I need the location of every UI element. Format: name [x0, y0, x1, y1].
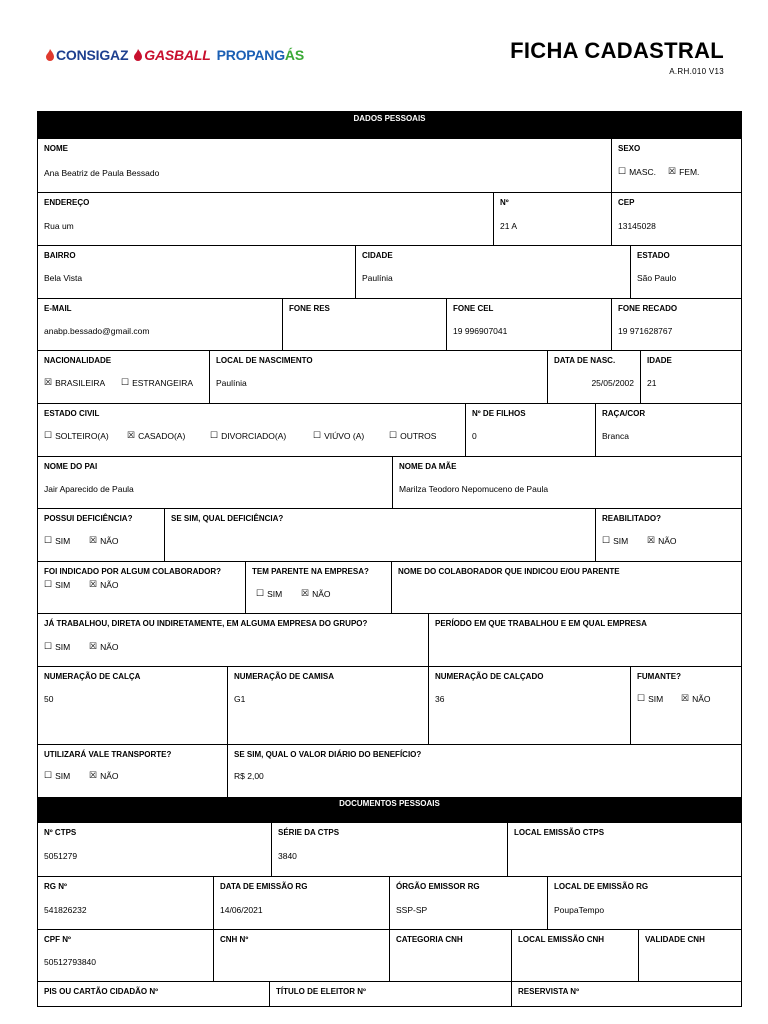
brand-logos: [46, 44, 304, 66]
field-camisa[interactable]: NUMERAÇÃO DE CAMISA G1: [227, 666, 428, 744]
field-endereco[interactable]: ENDEREÇO Rua um: [38, 192, 493, 245]
form-code: A.RH.010 V13: [669, 67, 724, 76]
checkbox-viuvo[interactable]: ☐ VIÚVO (A): [313, 430, 365, 441]
field-email[interactable]: E-MAIL anabp.bessado@gmail.com: [38, 298, 282, 350]
field-fone-cel[interactable]: FONE CEL 19 996907041: [446, 298, 611, 350]
field-ja-trabalhou: JÁ TRABALHOU, DIRETA OU INDIRETAMENTE, EM ALGUMA EMPRESA DO GRUPO? ☐ SIM ☒ NÃO: [38, 613, 428, 666]
checkbox-solteiro[interactable]: ☐ SOLTEIRO(A): [44, 430, 109, 441]
checkbox-sexo-fem[interactable]: ☒ FEM.: [668, 166, 700, 177]
checkbox-fumante-nao[interactable]: ☒ NÃO: [681, 693, 711, 704]
field-indicado: FOI INDICADO POR ALGUM COLABORADOR? ☐ SIM ☒ NÃO: [38, 561, 245, 613]
field-ctps[interactable]: Nº CTPS 5051279: [44, 828, 78, 861]
checkbox-brasileira[interactable]: ☒ BRASILEIRA: [44, 377, 106, 388]
field-local-emissao-ctps[interactable]: LOCAL EMISSÃO CTPS: [507, 823, 741, 876]
page-title: FICHA CADASTRAL: [510, 38, 724, 63]
propangas-logo: [217, 47, 304, 63]
section-header-dados-pessoais: DADOS PESSOAIS: [38, 112, 741, 139]
brand-propangas: PROPANGÁS: [216, 47, 304, 63]
field-fone-recado[interactable]: FONE RECADO 19 971628767: [611, 298, 741, 350]
field-filhos[interactable]: Nº DE FILHOS 0: [465, 403, 595, 456]
field-parente: TEM PARENTE NA EMPRESA? ☐ SIM ☒ NÃO: [245, 561, 391, 613]
field-data-nasc[interactable]: DATA DE NASC. 25/05/2002: [547, 350, 640, 403]
consigaz-logo: [46, 47, 128, 63]
registration-form: [37, 111, 742, 1007]
field-serie-ctps[interactable]: SÉRIE DA CTPS 3840: [271, 823, 507, 876]
checkbox-vt-sim[interactable]: ☐ SIM: [44, 770, 71, 781]
field-nome-colaborador[interactable]: NOME DO COLABORADOR QUE INDICOU E/OU PARENTE: [391, 561, 741, 613]
field-fumante: FUMANTE? ☐ SIM ☒ NÃO: [630, 666, 741, 744]
field-sexo: SEXO ☐ MASC. ☒ FEM.: [611, 139, 741, 192]
checkbox-parente-sim[interactable]: ☐ SIM: [256, 588, 283, 599]
field-cep[interactable]: CEP 13145028: [611, 192, 741, 245]
checkbox-vt-nao[interactable]: ☒ NÃO: [89, 770, 119, 781]
field-cnh[interactable]: CNH Nº: [213, 929, 389, 981]
field-nome-mae[interactable]: NOME DA MÃE Marilza Teodoro Nepomuceno de Paula: [392, 456, 741, 508]
field-rg[interactable]: RG Nº 541826232: [38, 876, 213, 929]
field-bairro[interactable]: BAIRRO Bela Vista: [38, 245, 355, 298]
field-deficiencia: POSSUI DEFICIÊNCIA? ☐ SIM ☒ NÃO: [38, 508, 164, 561]
checkbox-indicado-nao[interactable]: ☒ NÃO: [89, 579, 119, 590]
field-estado-civil: ESTADO CIVIL ☐ SOLTEIRO(A) ☒ CASADO(A) ☐ DIVORCIADO(A) ☐ VIÚVO (A) ☐ OUTROS: [38, 403, 465, 456]
checkbox-parente-nao[interactable]: ☒ NÃO: [301, 588, 331, 599]
checkbox-reabilitado-nao[interactable]: ☒ NÃO: [647, 535, 677, 546]
field-vale-transporte: UTILIZARÁ VALE TRANSPORTE? ☐ SIM ☒ NÃO: [38, 744, 227, 797]
checkbox-casado[interactable]: ☒ CASADO(A): [127, 430, 186, 441]
field-nome[interactable]: NOME Ana Beatriz de Paula Bessado: [44, 144, 160, 178]
field-nacionalidade: NACIONALIDADE ☒ BRASILEIRA ☐ ESTRANGEIRA: [38, 350, 209, 403]
field-local-emissao-cnh[interactable]: LOCAL EMISSÃO CNH: [511, 929, 638, 981]
field-pis[interactable]: PIS OU CARTÃO CIDADÃO Nº: [38, 981, 269, 1006]
field-estado[interactable]: ESTADO São Paulo: [630, 245, 741, 298]
field-valor-diario[interactable]: SE SIM, QUAL O VALOR DIÁRIO DO BENEFÍCIO? R$ 2,00: [227, 744, 741, 797]
checkbox-sexo-masc[interactable]: ☐ MASC.: [618, 166, 656, 177]
field-cidade[interactable]: CIDADE Paulínia: [355, 245, 630, 298]
field-reabilitado: REABILITADO? ☐ SIM ☒ NÃO: [595, 508, 741, 561]
brand-gasball: GASBALL: [144, 47, 211, 63]
flame-icon: [46, 49, 54, 61]
field-local-emissao-rg[interactable]: LOCAL DE EMISSÃO RG PoupaTempo: [547, 876, 741, 929]
checkbox-deficiencia-sim[interactable]: ☐ SIM: [44, 535, 71, 546]
field-raca[interactable]: RAÇA/COR Branca: [595, 403, 741, 456]
field-cpf[interactable]: CPF Nº 50512793840: [38, 929, 213, 981]
field-nome-pai[interactable]: NOME DO PAI Jair Aparecido de Paula: [38, 456, 392, 508]
brand-consigaz: CONSIGAZ: [56, 47, 129, 63]
checkbox-ja-trabalhou-nao[interactable]: ☒ NÃO: [89, 641, 119, 652]
field-titulo-eleitor[interactable]: TÍTULO DE ELEITOR Nº: [269, 981, 511, 1006]
field-fone-res[interactable]: FONE RES: [282, 298, 446, 350]
checkbox-deficiencia-nao[interactable]: ☒ NÃO: [89, 535, 119, 546]
field-validade-cnh[interactable]: VALIDADE CNH: [638, 929, 741, 981]
field-categoria-cnh[interactable]: CATEGORIA CNH: [389, 929, 511, 981]
checkbox-ja-trabalhou-sim[interactable]: ☐ SIM: [44, 641, 71, 652]
gasball-logo: [134, 47, 210, 63]
field-idade[interactable]: IDADE 21: [640, 350, 741, 403]
field-data-emissao-rg[interactable]: DATA DE EMISSÃO RG 14/06/2021: [213, 876, 389, 929]
field-local-nascimento[interactable]: LOCAL DE NASCIMENTO Paulínia: [209, 350, 547, 403]
checkbox-fumante-sim[interactable]: ☐ SIM: [637, 693, 664, 704]
field-periodo[interactable]: PERÍODO EM QUE TRABALHOU E EM QUAL EMPRESA: [428, 613, 741, 666]
field-calcado[interactable]: NUMERAÇÃO DE CALÇADO 36: [428, 666, 630, 744]
flame-icon: [134, 49, 142, 61]
checkbox-estrangeira[interactable]: ☐ ESTRANGEIRA: [121, 377, 194, 388]
field-orgao-emissor[interactable]: ÓRGÃO EMISSOR RG SSP-SP: [389, 876, 547, 929]
checkbox-reabilitado-sim[interactable]: ☐ SIM: [602, 535, 629, 546]
section-header-documentos: DOCUMENTOS PESSOAIS: [38, 797, 741, 823]
field-calca[interactable]: NUMERAÇÃO DE CALÇA 50: [38, 666, 227, 744]
field-numero[interactable]: Nº 21 A: [493, 192, 611, 245]
checkbox-outros[interactable]: ☐ OUTROS: [389, 430, 437, 441]
field-reservista[interactable]: RESERVISTA Nº: [511, 981, 741, 1006]
nome-value: Ana Beatriz de Paula Bessado: [44, 168, 160, 178]
checkbox-indicado-sim[interactable]: ☐ SIM: [44, 579, 71, 590]
field-qual-deficiencia[interactable]: SE SIM, QUAL DEFICIÊNCIA?: [164, 508, 595, 561]
checkbox-divorciado[interactable]: ☐ DIVORCIADO(A): [210, 430, 287, 441]
